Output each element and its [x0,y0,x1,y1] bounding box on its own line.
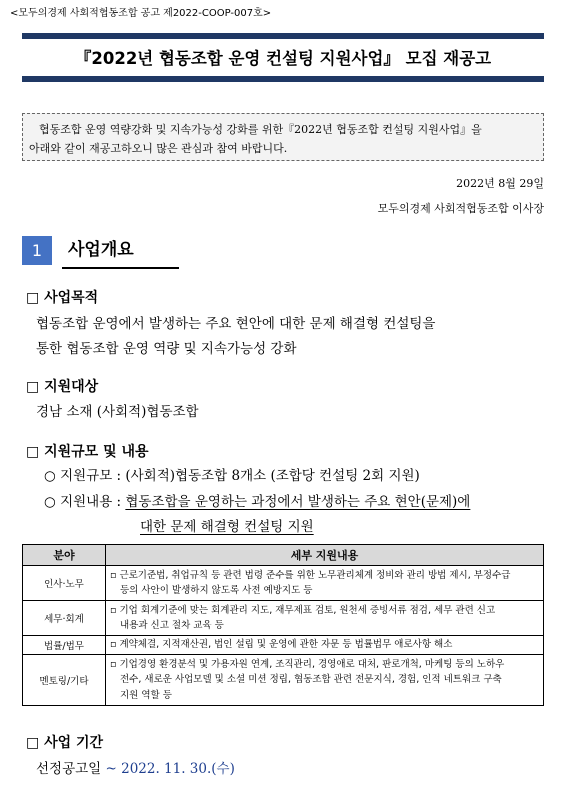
table-header-row [23,545,544,566]
table-cell-category: 법률/법무 [23,636,106,655]
table-row [23,636,544,655]
table-cell-details [106,655,544,706]
period-heading: □ 사업 기간 [26,735,104,751]
notice-date: 2022년 8월 29일 [456,177,544,190]
period-prefix: 선정공고일 [36,761,106,777]
table-header-category: 분야 [23,545,106,566]
detail-line: 지원 역할 등 [120,689,172,701]
title-bar-bottom [22,76,544,82]
period-end-date: ~ 2022. 11. 30.(수) [105,761,235,777]
scale-item-2-underlined: 협동조합을 운영하는 과정에서 발생하는 주요 현안(문제)에 [125,494,471,510]
table-row [23,601,544,636]
table-cell-details [106,601,544,636]
period-text [36,757,235,777]
detail-line: 내용과 신고 절차 교육 등 [120,620,224,631]
table-cell-details [106,636,544,655]
table-row [23,655,544,706]
target-heading: □ 지원대상 [26,379,99,395]
table-cell-details [106,566,544,601]
scale-item-2-prefix: ○ 지원내용 : [44,494,126,510]
table-header-details: 세부 지원내용 [106,545,544,566]
table-cell-category: 멘토링/기타 [23,655,106,706]
scale-item-1: ○ 지원규모 : (사회적)협동조합 8개소 (조합당 컨설팅 2회 지원) [44,468,420,484]
detail-line: 등의 사안이 발생하지 않도록 사전 예방지도 등 [120,585,313,596]
table-cell-category: 인사·노무 [23,566,106,601]
purpose-heading: □ 사업목적 [26,290,99,306]
intro-line-2: 아래와 같이 재공고하오니 많은 관심과 참여 바랍니다. [29,142,288,155]
title-bar-top [22,33,544,39]
section-title: 사업개요 [68,240,134,260]
purpose-text-line-2: 통한 협동조합 운영 역량 및 지속가능성 강화 [36,341,297,357]
detail-line: ▫ 계약체결, 지적재산권, 법인 설립 및 운영에 관한 자문 등 법률법무 애로사항 해소 [110,639,453,651]
table-cell-category: 세무·회계 [23,601,106,636]
scale-item-2 [44,490,470,510]
target-text: 경남 소재 (사회적)협동조합 [36,404,199,420]
doc-reference-number: <모두의경제 사회적협동조합 공고 제2022-COOP-007호> [10,8,272,19]
section-number-badge: 1 [22,236,52,265]
support-content-table [22,544,544,706]
purpose-text-line-1: 협동조합 운영에서 발생하는 주요 현안에 대한 문제 해결형 컨설팅을 [36,316,436,332]
detail-line: ▫ 기업 회계기준에 맞는 회계관리 지도, 재무제표 검토, 원천세 증빙서류 점검, 세무 관련 신고 [110,604,496,616]
notice-issuer: 모두의경제 사회적협동조합 이사장 [377,202,544,215]
table-row [23,566,544,601]
intro-line-1: 협동조합 운영 역량강화 및 지속가능성 강화를 위한『2022년 협동조합 컨설팅 지원사업』을 [39,123,482,136]
section-title-underline [62,267,179,269]
detail-line: ▫ 근로기준법, 취업규칙 등 관련 법령 준수를 위한 노무관리체계 정비와 관리 방법 제시, 부정수급 [110,569,511,581]
scale-heading: □ 지원규모 및 내용 [26,444,149,460]
detail-line: 전수, 새로운 사업모델 및 소셜 미션 정립, 협동조합 관련 전문지식, 경험, 인적 네트워크 구축 [120,674,502,686]
intro-box [22,113,544,161]
document-title: 『2022년 협동조합 운영 컨설팅 지원사업』 모집 재공고 [74,49,492,68]
detail-line: ▫ 기업경영 환경분석 및 가용자원 연계, 조직관리, 경영애로 대처, 판로개척, 마케팅 등의 노하우 [110,658,505,670]
scale-item-2-continuation: 대한 문제 해결형 컨설팅 지원 [140,519,314,535]
